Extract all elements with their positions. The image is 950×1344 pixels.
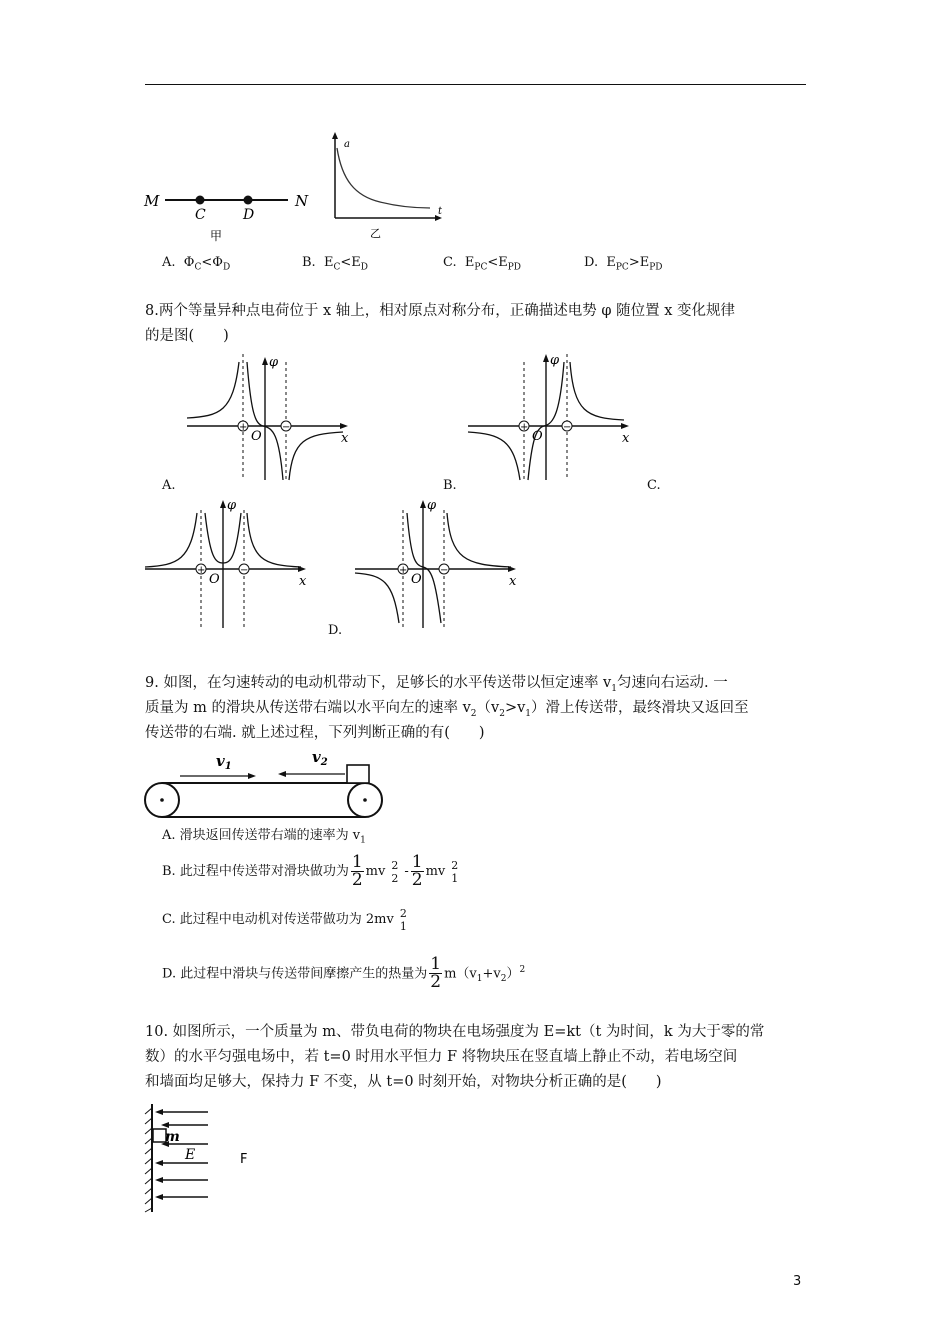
label-m: M — [144, 192, 160, 210]
charge-d — [244, 196, 253, 205]
q7-option-c: C. $E_{PC}<E_{PD}$ — [443, 255, 522, 273]
svg-text:φ: φ — [227, 498, 237, 513]
svg-text:+: + — [197, 565, 206, 576]
svg-text:x: x — [341, 431, 349, 446]
q10-wall-field-figure — [140, 1100, 280, 1215]
header-rule — [145, 84, 806, 85]
q9-line2: 质量为 m 的滑块从传送带右端以水平向左的速率 $v_2(v_2>v_1)$滑上传送带，最终滑块又返回至 — [145, 700, 749, 719]
q7-option-b: B. $E_C<E_D$ — [302, 255, 368, 273]
q10-line1: 10. 如图所示，一个质量为 m、带负电荷的物块在电场强度为 E=kt（t 为时间，k 为大于零的常 — [145, 1024, 765, 1040]
q8-graph-a — [185, 352, 355, 482]
label-d: D — [243, 207, 255, 223]
svg-text:v2: $v_2$ — [312, 748, 328, 768]
q9-line1: 9. 如图，在匀速转动的电动机带动下，足够长的水平传送带以恒定速率 $v_1$匀速向右运动. 一 — [145, 675, 728, 694]
page-number: 3 — [793, 1274, 802, 1289]
q9-conveyor-figure — [140, 748, 390, 823]
q8-label-d: D. — [328, 623, 343, 638]
q10-line3: 和墙面均足够大，保持力 F 不变，从 t=0 时刻开始，对物块分析正确的是( ) — [145, 1074, 662, 1090]
label-n: N — [295, 192, 309, 210]
svg-text:m: m — [165, 1129, 180, 1145]
axis-a: a — [344, 139, 350, 150]
caption-yi: 乙 — [370, 227, 381, 240]
q8-label-a: A. — [162, 478, 176, 493]
svg-text:φ: φ — [427, 498, 437, 513]
q9-line3: 传送带的右端. 就上述过程，下列判断正确的有( ) — [145, 725, 485, 741]
q7-option-d: D. $E_{PC}>E_{PD}$ — [584, 255, 663, 273]
svg-text:x: x — [622, 431, 630, 446]
svg-text:−: − — [563, 422, 572, 433]
svg-text:O: O — [209, 572, 220, 587]
caption-jia: 甲 — [210, 229, 223, 243]
svg-text:+: + — [399, 565, 408, 576]
q9-option-a: A. 滑块返回传送带右端的速率为 $v_1$ — [162, 828, 366, 846]
q7-figure-yi — [320, 130, 450, 240]
svg-text:x: x — [509, 574, 517, 589]
q9-option-d: D. 此过程中滑块与传送带间摩擦产生的热量为 $\frac{1}{2}$ $m(v_1+v_2)^2$ — [162, 954, 526, 993]
svg-text:φ: φ — [550, 353, 560, 368]
svg-text:−: − — [282, 422, 291, 433]
svg-text:O: O — [251, 429, 262, 444]
label-c: C — [195, 207, 206, 223]
svg-text:v1: $v_1$ — [216, 752, 232, 772]
q10-line2: 数）的水平匀强电场中，若 t=0 时用水平恒力 F 将物块压在竖直墙上静止不动，若电场空间 — [145, 1049, 738, 1065]
q8-graph-c — [143, 495, 313, 630]
q7-option-a: A. $\Phi_C<\Phi_D$ — [162, 255, 231, 273]
svg-text:−: − — [240, 565, 249, 576]
q8-label-c: C. — [647, 478, 661, 493]
svg-text:O: O — [411, 572, 422, 587]
svg-text:x: x — [299, 574, 307, 589]
svg-text:−: − — [440, 565, 449, 576]
svg-text:+: + — [520, 422, 529, 433]
svg-text:E: E — [185, 1147, 196, 1163]
q8-graph-b — [466, 352, 636, 482]
q9-option-c: C. 此过程中电动机对传送带做功为 2mv 2 1 — [162, 906, 407, 933]
q8-label-b: B. — [443, 478, 457, 493]
svg-text:O: O — [532, 429, 543, 444]
svg-text:φ: φ — [269, 355, 279, 370]
axis-t: t — [438, 206, 443, 217]
q8-line1: 8.两个等量异种点电荷位于 x 轴上，相对原点对称分布，正确描述电势 φ 随位置 x 变化规律 — [145, 303, 735, 319]
q7-figure-jia — [140, 180, 315, 250]
charge-c — [196, 196, 205, 205]
q8-graph-d — [353, 495, 523, 630]
slider-block — [347, 765, 369, 783]
svg-text:F: F — [240, 1152, 248, 1167]
q9-option-b: B. 此过程中传送带对滑块做功为 $\frac{1}{2}$ mv 2 2 - $\frac{1}{2}$ mv 2 1 — [162, 852, 459, 890]
q8-line2: 的是图( ) — [145, 328, 229, 344]
svg-text:+: + — [239, 422, 248, 433]
